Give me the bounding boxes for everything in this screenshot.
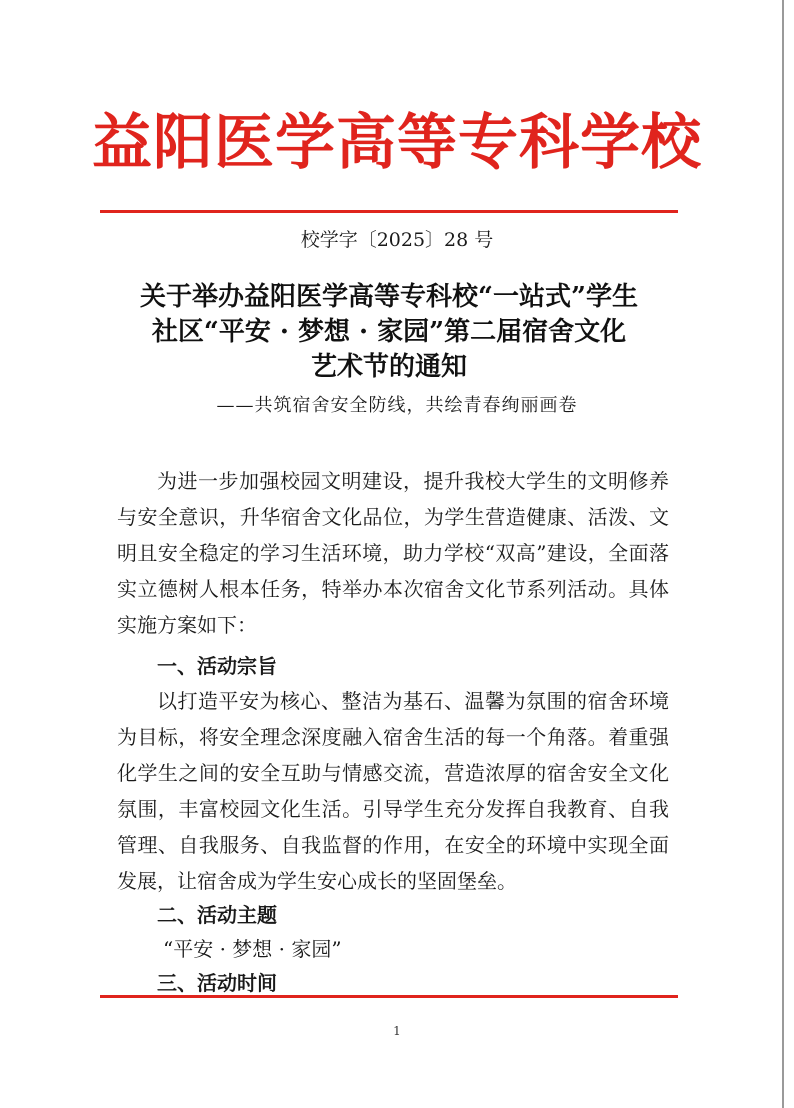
purpose-paragraph: 以打造平安为核心、整洁为基石、温馨为氛围的宿舍环境为目标，将安全理念深度融入宿舍生活的每一个角落。着重强化学生之间的安全互助与情感交流，营造浓厚的宿舍安全文化氛围，丰富校园文化生活。引导学生充分发挥自我教育、自我管理、自我服务、自我监督的作用，在安全的环境中实现全面发展，让宿舍成为学生安心成长的坚固堡垒。 [117,689,669,893]
footer-red-rule [100,995,678,998]
masthead-red-rule [100,210,678,213]
theme-text: “平安 · 梦想 · 家园” [163,937,342,961]
title-line-2: 社区“平安 · 梦想 · 家园”第二届宿舍文化 [151,317,627,347]
masthead: 益阳医学高等专科学校 [92,108,702,178]
document-subtitle: ——共筑宿舍安全防线，共绘青春绚丽画卷 [216,395,578,416]
section-heading-purpose: 一、活动宗旨 [157,654,277,678]
title-line-3: 艺术节的通知 [310,352,467,382]
title-line-1: 关于举办益阳医学高等专科校“一站式”学生 [140,282,638,312]
document-title [100,280,678,385]
section-heading-time: 三、活动时间 [157,971,277,995]
intro-paragraph: 为进一步加强校园文明建设，提升我校大学生的文明修养与安全意识，升华宿舍文化品位，为学生营造健康、活泼、文明且安全稳定的学习生活环境，助力学校“双高”建设，全面落实立德树人根本任务，特举办本次宿舍文化节系列活动。具体实施方案如下： [117,469,669,637]
section-heading-theme: 二、活动主题 [157,903,277,927]
page-number: 1 [393,1024,401,1038]
document-number: 校学字〔2025〕28 号 [300,229,494,251]
